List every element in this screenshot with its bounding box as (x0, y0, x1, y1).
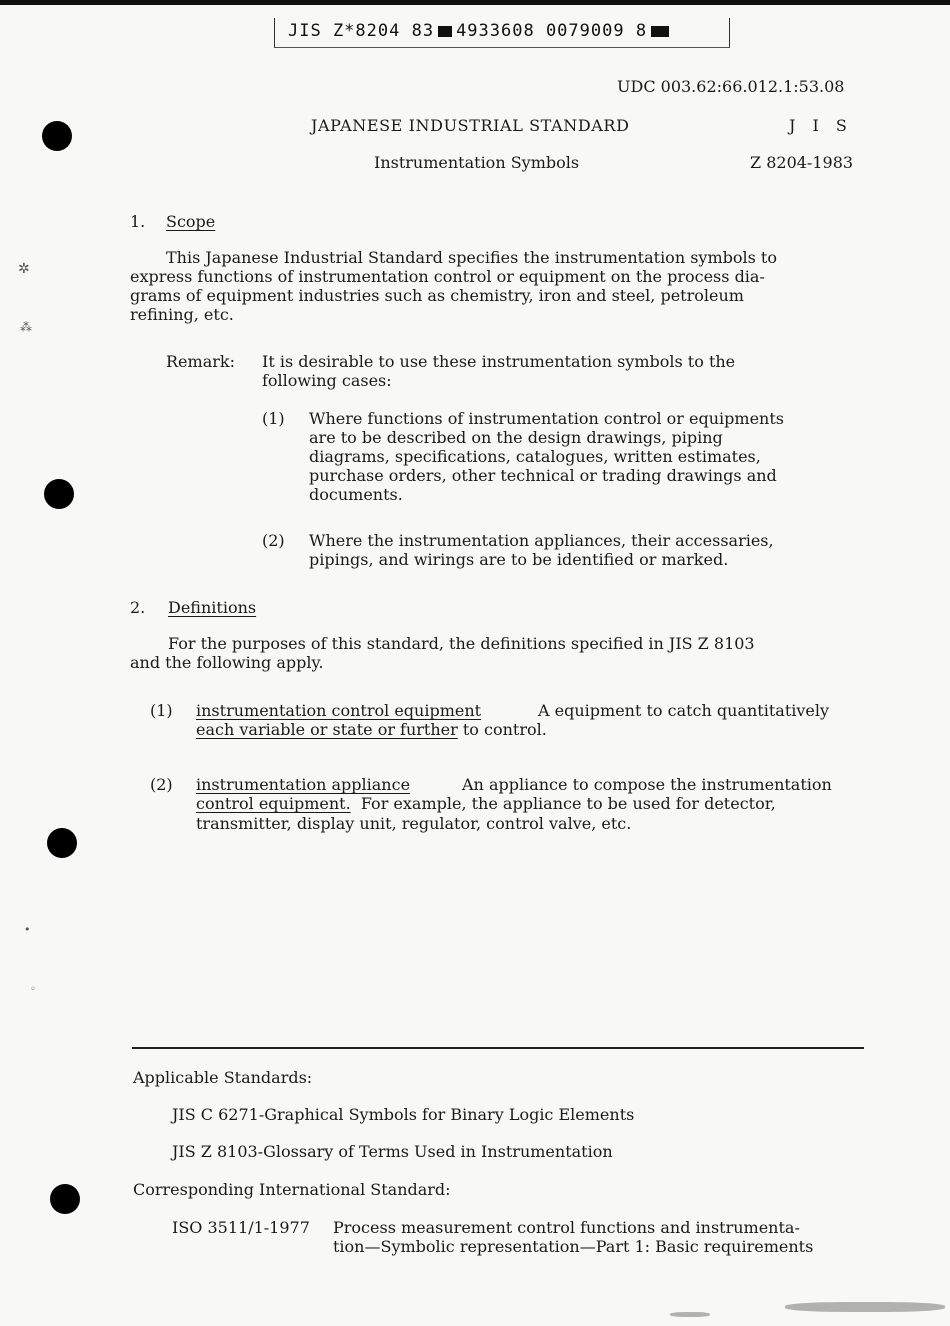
remark-item-2-number: (2) (262, 531, 285, 550)
punch-hole-icon (47, 828, 77, 858)
definitions-intro-line: For the purposes of this standard, the definitions specified in JIS Z 8103 (168, 634, 755, 653)
iso-line: Process measurement control functions and instrumenta- (333, 1218, 800, 1237)
definition-1-term: instrumentation control equipment (196, 701, 482, 720)
remark-item-line: Where the instrumentation appliances, their accessaries, (309, 531, 774, 550)
scan-speck: ✲ (18, 261, 30, 277)
header-code (288, 22, 673, 41)
block-mark-icon (651, 26, 669, 37)
definition-2-number: (2) (150, 775, 173, 794)
section-2-number: 2. (130, 598, 146, 617)
remark-line: It is desirable to use these instrumentation symbols to the (262, 352, 736, 371)
section-1-heading: Scope (166, 212, 216, 231)
remark-item-2-text (309, 531, 869, 569)
scan-speck: ◦ (30, 984, 36, 995)
scope-body-line: express functions of instrumentation control or equipment on the process dia- (130, 267, 765, 286)
definition-2-rest-underlined: control equipment. (196, 794, 351, 813)
scan-blotch (670, 1312, 710, 1317)
standard-org: JAPANESE INDUSTRIAL STANDARD (311, 116, 630, 135)
jis-mark: J I S (789, 116, 853, 135)
section-1-number: 1. (130, 212, 146, 231)
iso-description (333, 1218, 873, 1256)
corresponding-label: Corresponding International Standard: (133, 1180, 451, 1199)
standard-title: Instrumentation Symbols (374, 153, 580, 172)
definition-1-rest-underlined: each variable or state or further (196, 720, 458, 739)
definition-2-first: An appliance to compose the instrumentation (462, 775, 832, 794)
iso-code: ISO 3511/1-1977 (172, 1218, 310, 1237)
scan-top-edge (0, 0, 950, 5)
section-2-heading: Definitions (168, 598, 257, 617)
remark-item-1-number: (1) (262, 409, 285, 428)
definition-2-line3: transmitter, display unit, regulator, control valve, etc. (196, 814, 632, 833)
iso-line: tion—Symbolic representation—Part 1: Basic requirements (333, 1237, 814, 1256)
remark-label: Remark: (166, 352, 235, 371)
scan-speck: • (24, 923, 31, 936)
scope-body-line: grams of equipment industries such as chemistry, iron and steel, petroleum (130, 286, 744, 305)
scan-blotch (785, 1302, 945, 1312)
standard-number: Z 8204-1983 (750, 153, 854, 172)
remark-item-1-text (309, 409, 869, 504)
definition-2-term: instrumentation appliance (196, 775, 411, 794)
definition-2-rest (196, 794, 776, 813)
remark-item-line: Where functions of instrumentation control or equipments (309, 409, 784, 428)
applicable-standard-1: JIS C 6271-Graphical Symbols for Binary Logic Elements (172, 1105, 635, 1124)
remark-item-line: diagrams, specifications, catalogues, written estimates, (309, 447, 761, 466)
definition-1-first: A equipment to catch quantitatively (538, 701, 830, 720)
scope-body-line: This Japanese Industrial Standard specifies the instrumentation symbols to (166, 248, 777, 267)
remark-item-line: purchase orders, other technical or trading drawings and (309, 466, 777, 485)
header-code-mid: 4933608 0079009 8 (456, 21, 648, 41)
scan-speck: ⁂ (20, 320, 32, 334)
applicable-standard-2: JIS Z 8103-Glossary of Terms Used in Instrumentation (172, 1142, 613, 1161)
punch-hole-icon (44, 479, 74, 509)
scope-body-line: refining, etc. (130, 305, 234, 324)
footer-divider (132, 1047, 864, 1049)
header-code-prefix: JIS Z*8204 83 (288, 21, 435, 41)
remark-item-line: are to be described on the design drawings, piping (309, 428, 723, 447)
remark-line: following cases: (262, 371, 392, 390)
block-mark-icon (438, 26, 452, 37)
punch-hole-icon (42, 121, 72, 151)
udc-code: UDC 003.62:66.012.1:53.08 (617, 77, 845, 96)
scope-body (130, 248, 870, 324)
definitions-intro (130, 634, 870, 672)
remark-item-line: documents. (309, 485, 403, 504)
remark-item-line: pipings, and wirings are to be identified or marked. (309, 550, 729, 569)
definitions-intro-line: and the following apply. (130, 653, 324, 672)
applicable-label: Applicable Standards: (133, 1068, 313, 1087)
definition-1-rest (196, 720, 547, 739)
remark-text (262, 352, 862, 390)
definition-2-rest-plain: For example, the appliance to be used for detector, (350, 794, 776, 813)
punch-hole-icon (50, 1184, 80, 1214)
definition-1-rest-plain: to control. (457, 720, 547, 739)
definition-1-number: (1) (150, 701, 173, 720)
